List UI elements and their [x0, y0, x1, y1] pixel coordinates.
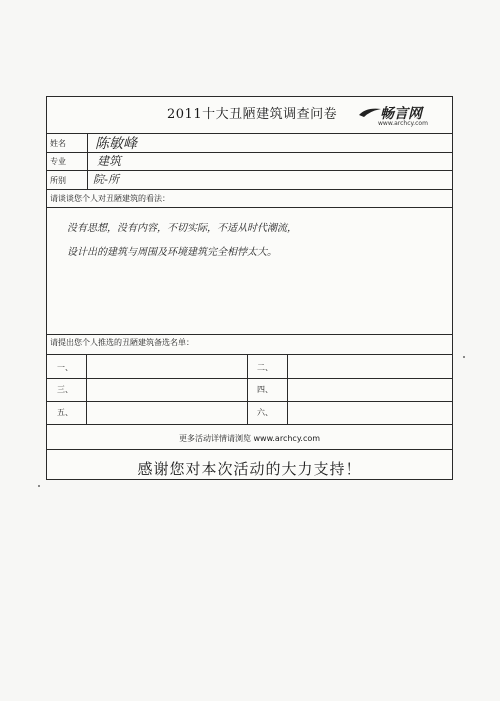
- institute-label: 所别: [50, 176, 66, 185]
- name-label: 姓名: [50, 139, 66, 148]
- institute-value: 院-所: [93, 173, 119, 186]
- name-value: 陈敏峰: [95, 136, 137, 152]
- slot-2-label: 二、: [257, 363, 273, 372]
- form-title: 2011十大丑陋建筑调查问卷: [167, 107, 338, 122]
- opinion-prompt: 请谈谈您个人对丑陋建筑的看法：: [50, 194, 170, 203]
- nomination-prompt: 请提出您个人推选的丑陋建筑备选名单：: [50, 338, 194, 347]
- scan-speck: [38, 485, 40, 487]
- scan-speck: [463, 356, 465, 358]
- major-value: 建筑: [97, 154, 122, 168]
- slot-3-label: 三、: [57, 385, 73, 394]
- slot-5-label: 五、: [57, 408, 73, 417]
- opinion-line-1: 没有思想，没有内容，不切实际，不适从时代潮流，: [67, 223, 297, 234]
- survey-form: [46, 96, 453, 480]
- thanks-message: 感谢您对本次活动的大力支持！: [137, 460, 362, 478]
- opinion-line-2: 设计出的建筑与周围及环境建筑完全相悖太大。: [67, 247, 277, 258]
- logo-name: 畅言网: [380, 106, 422, 122]
- slot-4-label: 四、: [257, 385, 273, 394]
- swoosh-icon: [358, 105, 382, 119]
- archcy-logo: [358, 103, 438, 131]
- more-info: 更多活动详情请浏览 www.archcy.com: [178, 434, 321, 443]
- slot-1-label: 一、: [57, 363, 73, 372]
- logo-url: www.archcy.com: [378, 120, 428, 127]
- slot-6-label: 六、: [257, 408, 273, 417]
- major-label: 专业: [50, 157, 66, 166]
